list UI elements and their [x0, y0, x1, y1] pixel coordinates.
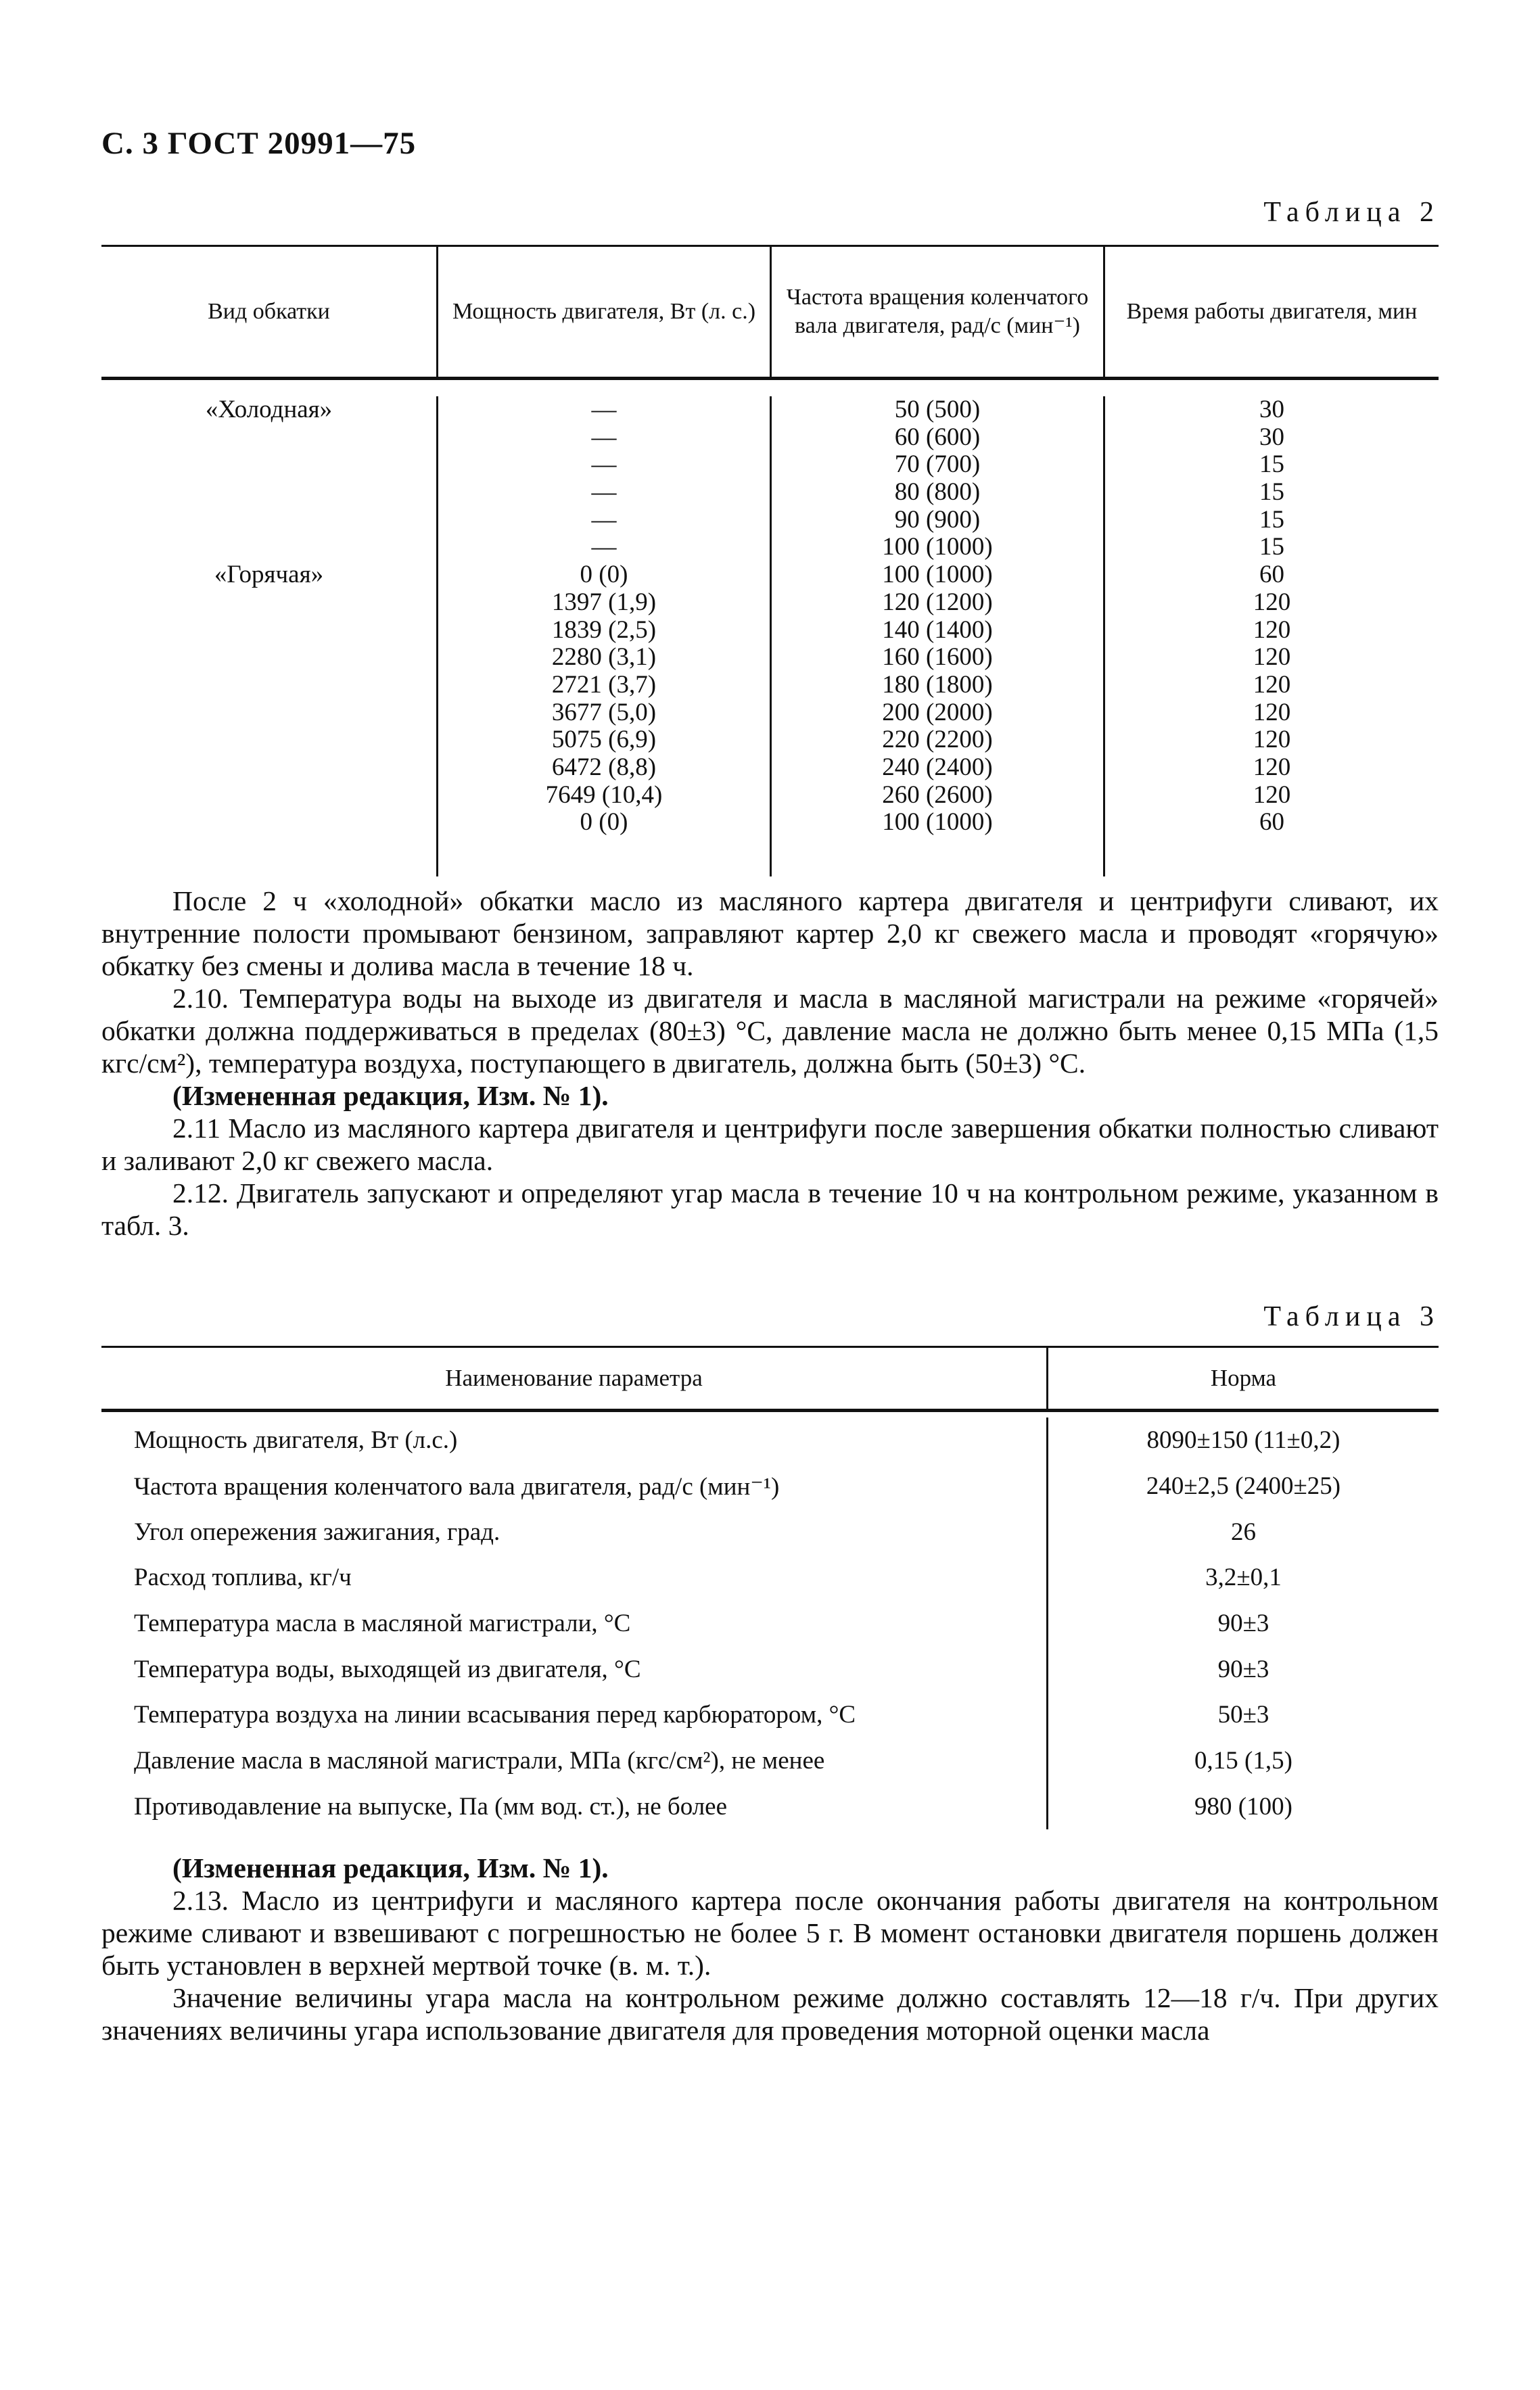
power-cell: 3677 (5,0): [551, 698, 657, 726]
parameter-name: Температура воды, выходящей из двигателя, °С: [134, 1655, 641, 1683]
table-2: [101, 245, 1439, 876]
speed-cell: 100 (1000): [882, 533, 993, 561]
power-cell: 2280 (3,1): [551, 643, 657, 672]
paragraph-2-11: 2.11 Масло из масляного картера двигателя и центрифуги после завершения обкатки полностью сливают и заливают 2,0 кг свежего масла.: [101, 1112, 1439, 1176]
speed-cell: 50 (500): [894, 396, 981, 423]
speed-cell: 260 (2600): [882, 780, 993, 809]
parameter-name: Противодавление на выпуске, Па (мм вод. ст.), не более: [134, 1792, 728, 1821]
table-row: [101, 1509, 1439, 1555]
time-cell: 120: [1253, 726, 1291, 754]
mode-cell: [101, 534, 436, 561]
parameter-norm: 0,15 (1,5): [1046, 1738, 1439, 1784]
table-3-header: [101, 1346, 1439, 1412]
mode-cell: [101, 672, 436, 699]
time-cell: 15: [1259, 450, 1284, 479]
parameter-norm: 26: [1046, 1509, 1439, 1555]
speed-cell: 220 (2200): [882, 726, 993, 754]
power-cell: 0 (0): [580, 808, 628, 837]
time-cell: 30: [1259, 423, 1284, 451]
mode-cell: [101, 617, 436, 645]
table-row: [101, 1738, 1439, 1784]
mode-cell: «Горячая»: [214, 561, 324, 589]
parameter-name: Частота вращения коленчатого вала двигателя, рад/с (мин⁻¹): [134, 1472, 780, 1501]
table-row: [101, 1601, 1439, 1647]
power-cell: —: [591, 533, 617, 561]
power-cell: —: [591, 478, 617, 507]
table-row: [101, 1555, 1439, 1601]
table-row: [101, 1417, 1439, 1463]
paragraph: Значение величины угара масла на контрольном режиме должно составлять 12—18 г/ч. При других значениях величины угара использование двигателя для проведения моторной оценки масла: [101, 1982, 1439, 2046]
parameter-norm: 3,2±0,1: [1046, 1555, 1439, 1601]
column-speed: [770, 396, 1103, 876]
column-header-parameter: Наименование параметра: [445, 1365, 703, 1391]
time-cell: 15: [1259, 533, 1284, 561]
mode-cell: [101, 451, 436, 479]
speed-cell: 100 (1000): [882, 808, 993, 837]
speed-cell: 140 (1400): [882, 615, 993, 644]
power-cell: —: [591, 423, 617, 451]
table-3-caption: Таблица 3: [1263, 1301, 1440, 1332]
parameter-name: Температура масла в масляной магистрали, °С: [134, 1610, 631, 1638]
mode-cell: [101, 479, 436, 507]
speed-cell: 200 (2000): [882, 698, 993, 726]
parameter-norm: 90±3: [1046, 1646, 1439, 1692]
speed-cell: 90 (900): [894, 505, 981, 534]
power-cell: 1397 (1,9): [551, 588, 657, 616]
table-row: [101, 1463, 1439, 1509]
parameter-norm: 980 (100): [1046, 1784, 1439, 1830]
parameter-norm: 90±3: [1046, 1601, 1439, 1647]
speed-cell: 120 (1200): [882, 588, 993, 616]
table-row: [101, 1692, 1439, 1738]
column-header-mode: Вид обкатки: [208, 298, 330, 324]
mode-cell: [101, 644, 436, 672]
power-cell: —: [591, 505, 617, 534]
mode-cell: [101, 837, 436, 864]
time-cell: 120: [1253, 588, 1291, 616]
power-cell: —: [591, 396, 617, 423]
time-cell: 120: [1253, 698, 1291, 726]
mode-cell: [101, 782, 436, 810]
table-2-header: [101, 245, 1439, 380]
time-cell: 120: [1253, 670, 1291, 699]
paragraph-2-12: 2.12. Двигатель запускают и определяют угар масла в течение 10 ч на контрольном режиме, указанном в табл. 3.: [101, 1177, 1439, 1241]
table-2-caption: Таблица 2: [1263, 197, 1440, 228]
time-cell: 120: [1253, 615, 1291, 644]
parameter-norm: 50±3: [1046, 1692, 1439, 1738]
parameter-norm: 8090±150 (11±0,2): [1046, 1417, 1439, 1463]
time-cell: 15: [1259, 505, 1284, 534]
parameter-name: Мощность двигателя, Вт (л.с.): [134, 1426, 458, 1455]
time-cell: 15: [1259, 478, 1284, 507]
power-cell: 0 (0): [580, 561, 628, 589]
table-3: [101, 1346, 1439, 1833]
mode-cell: [101, 424, 436, 452]
parameter-norm: 240±2,5 (2400±25): [1046, 1463, 1439, 1509]
column-time: [1103, 396, 1439, 876]
power-cell: 7649 (10,4): [545, 780, 663, 809]
power-cell: 6472 (8,8): [551, 753, 657, 781]
mode-cell: [101, 809, 436, 837]
table-row: [101, 1784, 1439, 1830]
table-3-body: [101, 1412, 1439, 1833]
table-row: [101, 1646, 1439, 1692]
speed-cell: 80 (800): [894, 478, 981, 507]
amendment-note: (Измененная редакция, Изм. № 1).: [172, 1852, 609, 1883]
column-power: [436, 396, 770, 876]
mode-cell: «Холодная»: [205, 396, 333, 423]
parameter-name: Расход топлива, кг/ч: [134, 1564, 352, 1592]
time-cell: 120: [1253, 780, 1291, 809]
mode-cell: [101, 507, 436, 534]
mode-cell: [101, 754, 436, 782]
paragraph-2-13: 2.13. Масло из центрифуги и масляного картера после окончания работы двигателя на контрольном режиме сливают и взвешивают с погрешностью не более 5 г. В момент остановки двигателя поршень должен быть установлен в верхней мертвой точке (в. м. т.).: [101, 1885, 1439, 1981]
section-text-b: [101, 1852, 1439, 2046]
time-cell: 30: [1259, 396, 1284, 423]
power-cell: 1839 (2,5): [551, 615, 657, 644]
parameter-name: Угол опережения зажигания, град.: [134, 1518, 500, 1546]
page-header: С. 3 ГОСТ 20991—75: [101, 126, 417, 161]
mode-cell: [101, 589, 436, 617]
time-cell: 120: [1253, 643, 1291, 672]
table-2-body: [101, 380, 1439, 876]
speed-cell: 240 (2400): [882, 753, 993, 781]
column-header-power: Мощность двигателя, Вт (л. с.): [436, 247, 770, 377]
paragraph-2-10: 2.10. Температура воды на выходе из двигателя и масла в масляной магистрали на режиме «горячей» обкатки должна поддерживаться в пределах (80±3) °С, давление масла не должно быть менее 0,15 МПа (1,5 кгс/см²), температура воздуха, поступающего в двигатель, должна быть (50±3) °С.: [101, 983, 1439, 1079]
column-header-norm: Норма: [1046, 1348, 1439, 1409]
speed-cell: 70 (700): [894, 450, 981, 479]
column-header-time: Время работы двигателя, мин: [1103, 247, 1439, 377]
parameter-name: Давление масла в масляной магистрали, МПа (кгс/см²), не менее: [134, 1747, 825, 1775]
parameter-name: Температура воздуха на линии всасывания перед карбюратором, °С: [134, 1701, 856, 1729]
mode-cell: [101, 726, 436, 754]
speed-cell: 160 (1600): [882, 643, 993, 672]
column-header-speed: Частота вращения коленчатого вала двигателя, рад/с (мин⁻¹): [770, 247, 1103, 377]
time-cell: 120: [1253, 753, 1291, 781]
speed-cell: 180 (1800): [882, 670, 993, 699]
paragraph: После 2 ч «холодной» обкатки масло из масляного картера двигателя и центрифуги сливают, их внутренние полости промывают бензином, заправляют картер 2,0 кг свежего масла и проводят «горячую» обкатку без смены и долива масла в течение 18 ч.: [101, 885, 1439, 981]
power-cell: 2721 (3,7): [551, 670, 657, 699]
power-cell: —: [591, 450, 617, 479]
speed-cell: 100 (1000): [882, 561, 993, 589]
speed-cell: 60 (600): [894, 423, 981, 451]
time-cell: 60: [1259, 561, 1284, 589]
section-text-a: [101, 885, 1439, 1242]
mode-cell: [101, 699, 436, 727]
power-cell: 5075 (6,9): [551, 726, 657, 754]
amendment-note: (Измененная редакция, Изм. № 1).: [172, 1080, 609, 1111]
column-mode: [101, 396, 436, 876]
time-cell: 60: [1259, 808, 1284, 837]
